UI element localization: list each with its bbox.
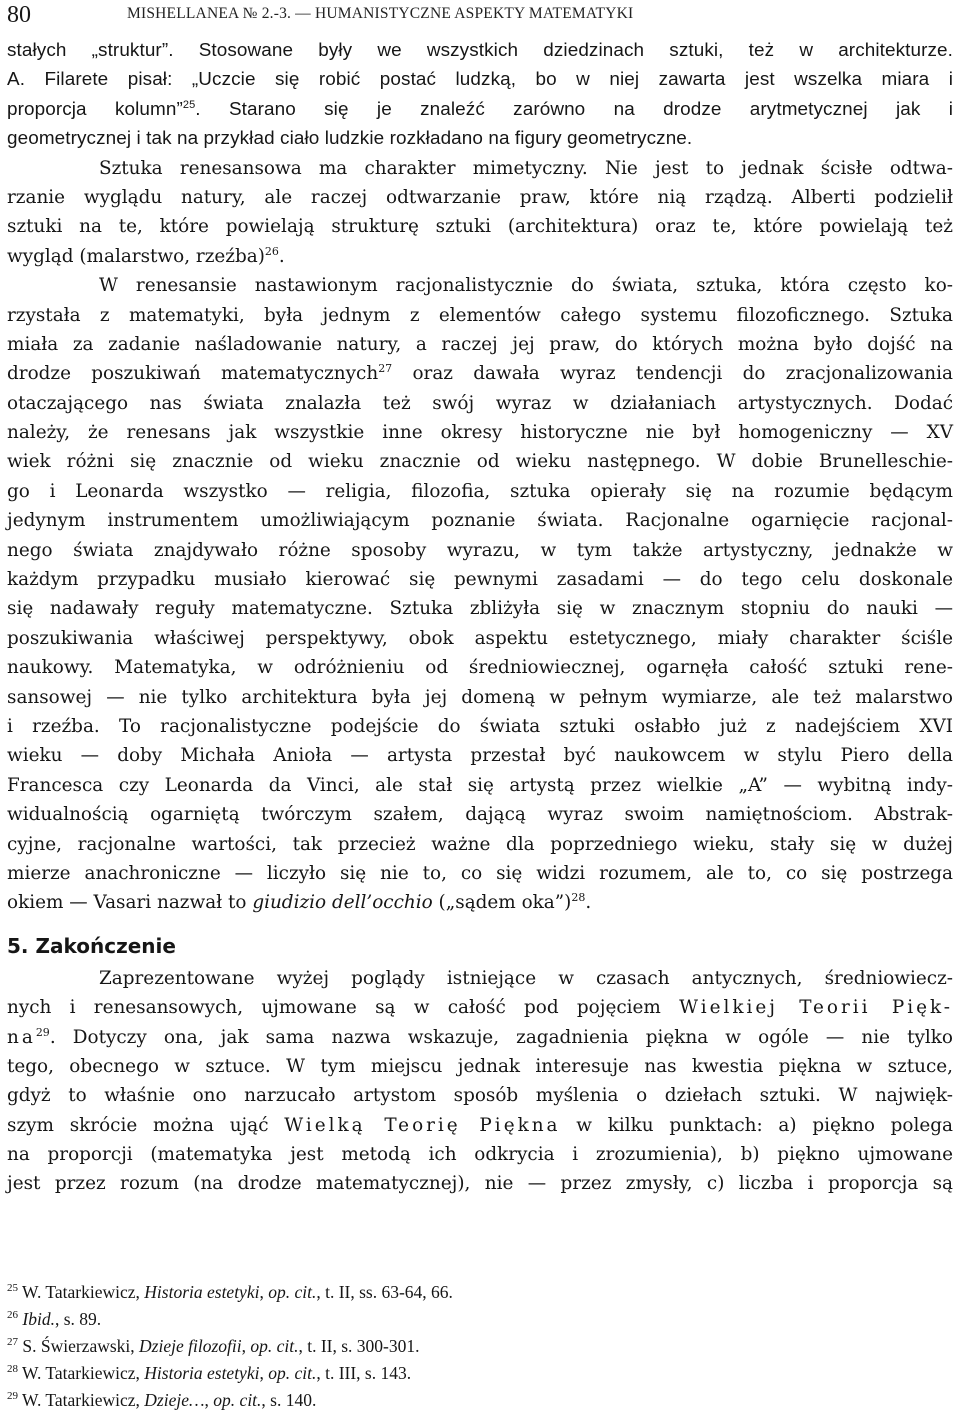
text-line: nego świata znajdywało różne sposoby wyrazu, w tym także artystyczny, jednakże w [7,539,953,561]
text-line: otaczającego nas świata znalazła też swój wyraz w działaniach artystycznych. Dodać [7,392,953,414]
text-line: się nadawały reguły matematyczne. Sztuka zbliżyła się w znacznym stopniu do nauki — [7,598,953,620]
text-line: należy, że renesans jak wszystkie inne okresy historyczne nie był homogeniczny — XV [7,422,953,444]
italic-term: giudizio dell’occhio [252,892,433,914]
text-line: rzystała z matematyki, była jednym z elementów całego systemu filozoficznego. Sztuka [7,304,953,326]
text-line: proporcja kolumn”$^{25}$. Starano się je znaleźć zarówno na drodze arytmetycznej jak i [7,98,954,120]
spaced-term: Wielkiej Teorii Pięk- [679,997,953,1019]
footnote-ref: 25 [182,98,196,111]
text-line: mierze anachroniczne — liczyło się nie to, co się widzi rozumem, ale to, co się postrzega [7,862,953,884]
text-line: cyjne, racjonalne wartości, tak przecież ważne dla poprzedniego wieku, stały się w dużej [7,833,953,855]
text-line: tego, obecnego w sztuce. W tym miejscu jednak interesuje nas kwestia piękna w sztuce, [7,1055,953,1077]
text-line: $na^{29}$. Dotyczy ona, jak sama nazwa wskazuje, zagadnienia piękna w ogóle — nie tylko [7,1025,953,1048]
section-heading: 5. Zakończenie [7,933,176,958]
text-line: wieku — doby Michała Anioła — artysta przestał być naukowcem w stylu Piero della [7,745,953,767]
text-line: na proporcji (matematyka jest metodą ich odkrycia i zrozumienia), b) piękno ujmowane [7,1144,953,1166]
running-header [7,0,953,32]
text-line: gdyż to właśnie ono narzucało artystom sposób myślenia o dziełach sztuki. W najwięk- [7,1085,953,1107]
spaced-term: Wielką Teorię Piękna [284,1114,561,1136]
footnote-ref: 29 [35,1025,50,1039]
text-line: drodze poszukiwań matematycznych$^{27}$ oraz dawała wyraz tendencji do zracjonalizowania [7,362,953,385]
text-line: każdym przypadku musiało kierować się pewnymi zasadami — do tego celu doskonale [7,569,953,591]
footnote: $^{28}$ W. Tatarkiewicz, Historia estetyki, op. cit., t. III, s. 143. [7,1363,412,1383]
text-line: Sztuka renesansowa ma charakter mimetyczny. Nie jest to jednak ścisłe odtwa- [99,157,953,179]
text-line: okiem — Vasari nazwał to giudizio dell’occhio („sądem oka”)$^{28}$. [7,891,592,914]
text-line: stałych „struktur”. Stosowane były we wszystkich dziedzinach sztuki, też w architekturze. [7,40,953,61]
text-line: W renesansie nastawionym racjonalistycznie do świata, sztuka, która często ko- [99,275,953,297]
text-line: go i Leonarda wszystko — religia, filozofia, sztuka opierały się na rozumie będącym [7,480,953,502]
text-line: jest przez rozum (na drodze matematycznej), nie — przez zmysły, c) liczba i proporcja są [7,1173,953,1195]
footnotes [7,1279,953,1414]
text-line: Zaprezentowane wyżej poglądy istniejące w czasach antycznych, średniowiecz- [99,967,953,989]
text-line: sztuki na te, które powielają strukturę sztuki (architektura) oraz te, które powielają też [7,216,953,238]
text-line: rzanie wyglądu natury, ale raczej odtwarzanie praw, które nią rządzą. Alberti podzielił [7,186,953,208]
text-line: miała za zadanie naśladowanie natury, a raczej jej praw, do których można było dojść na [7,333,953,355]
text-line: szym skrócie można ująć Wielką Teorię Piękna w kilku punktach: a) piękno polega [7,1114,954,1136]
text-line: Francesca czy Leonarda da Vinci, ale stał się artystą przez wielkie „A” — wybitną indy- [7,774,953,796]
text-line: poszukiwania właściwej perspektywy, obok aspektu estetycznego, miały charakter ściśle [7,627,953,649]
body-text [7,36,953,1199]
footnote-ref: 26 [264,244,279,258]
footnote: $^{27}$ S. Świerzawski, Dzieje filozofii, op. cit., t. II, s. 300-301. [7,1336,420,1356]
text-line: geometrycznej i tak na przykład ciało ludzkie rozkładano na figury geometryczne. [7,128,693,150]
footnote: $^{26}$ Ibid., s. 89. [7,1309,102,1329]
text-line: i rzeźba. To racjonalistyczne podejście do świata sztuki osłabło już z nadejściem XVI [7,715,953,737]
text-line: naukowy. Matematyka, w odróżnieniu od średniowiecznej, ogarnęła całość sztuki rene- [7,657,953,679]
text-line: wygląd (malarstwo, rzeźba)$^{26}$. [7,244,285,267]
spaced-term: na [7,1026,36,1048]
text-line: A. Filarete pisał: „Uczcie się robić postać ludzką, bo w niej zawarta jest wszelka miara i [7,69,953,91]
running-head: MISHELLANEA № 2.-3. — HUMANISTYCZNE ASPEKTY MATEMATYKI [127,5,634,22]
text-line: wiek różni się znacznie od wieku znacznie od wieku następnego. W dobie Brunelleschie- [7,451,953,473]
footnote: $^{25}$ W. Tatarkiewicz, Historia estetyki, op. cit., t. II, ss. 63-64, 66. [7,1282,453,1302]
text-line: sansowej — nie tylko architektura była jej domeną w pełnym wymiarze, ale też malarstwo [7,686,953,708]
footnote: $^{29}$ W. Tatarkiewicz, Dzieje…, op. cit., s. 140. [7,1390,317,1410]
text-line: jedynym instrumentem umożliwiającym poznanie świata. Racjonalne ogarnięcie racjonal- [7,510,953,532]
page-number: 80 [7,2,31,28]
footnote-ref: 28 [571,891,586,905]
footnote-ref: 27 [378,362,393,376]
text-line: nych i renesansowych, ujmowane są w całość pod pojęciem Wielkiej Teorii Pięk- [7,997,953,1019]
text-line: widualnością ogarniętą twórczym szałem, dającą wyraz swoim namiętnościom. Abstrak- [7,804,953,826]
